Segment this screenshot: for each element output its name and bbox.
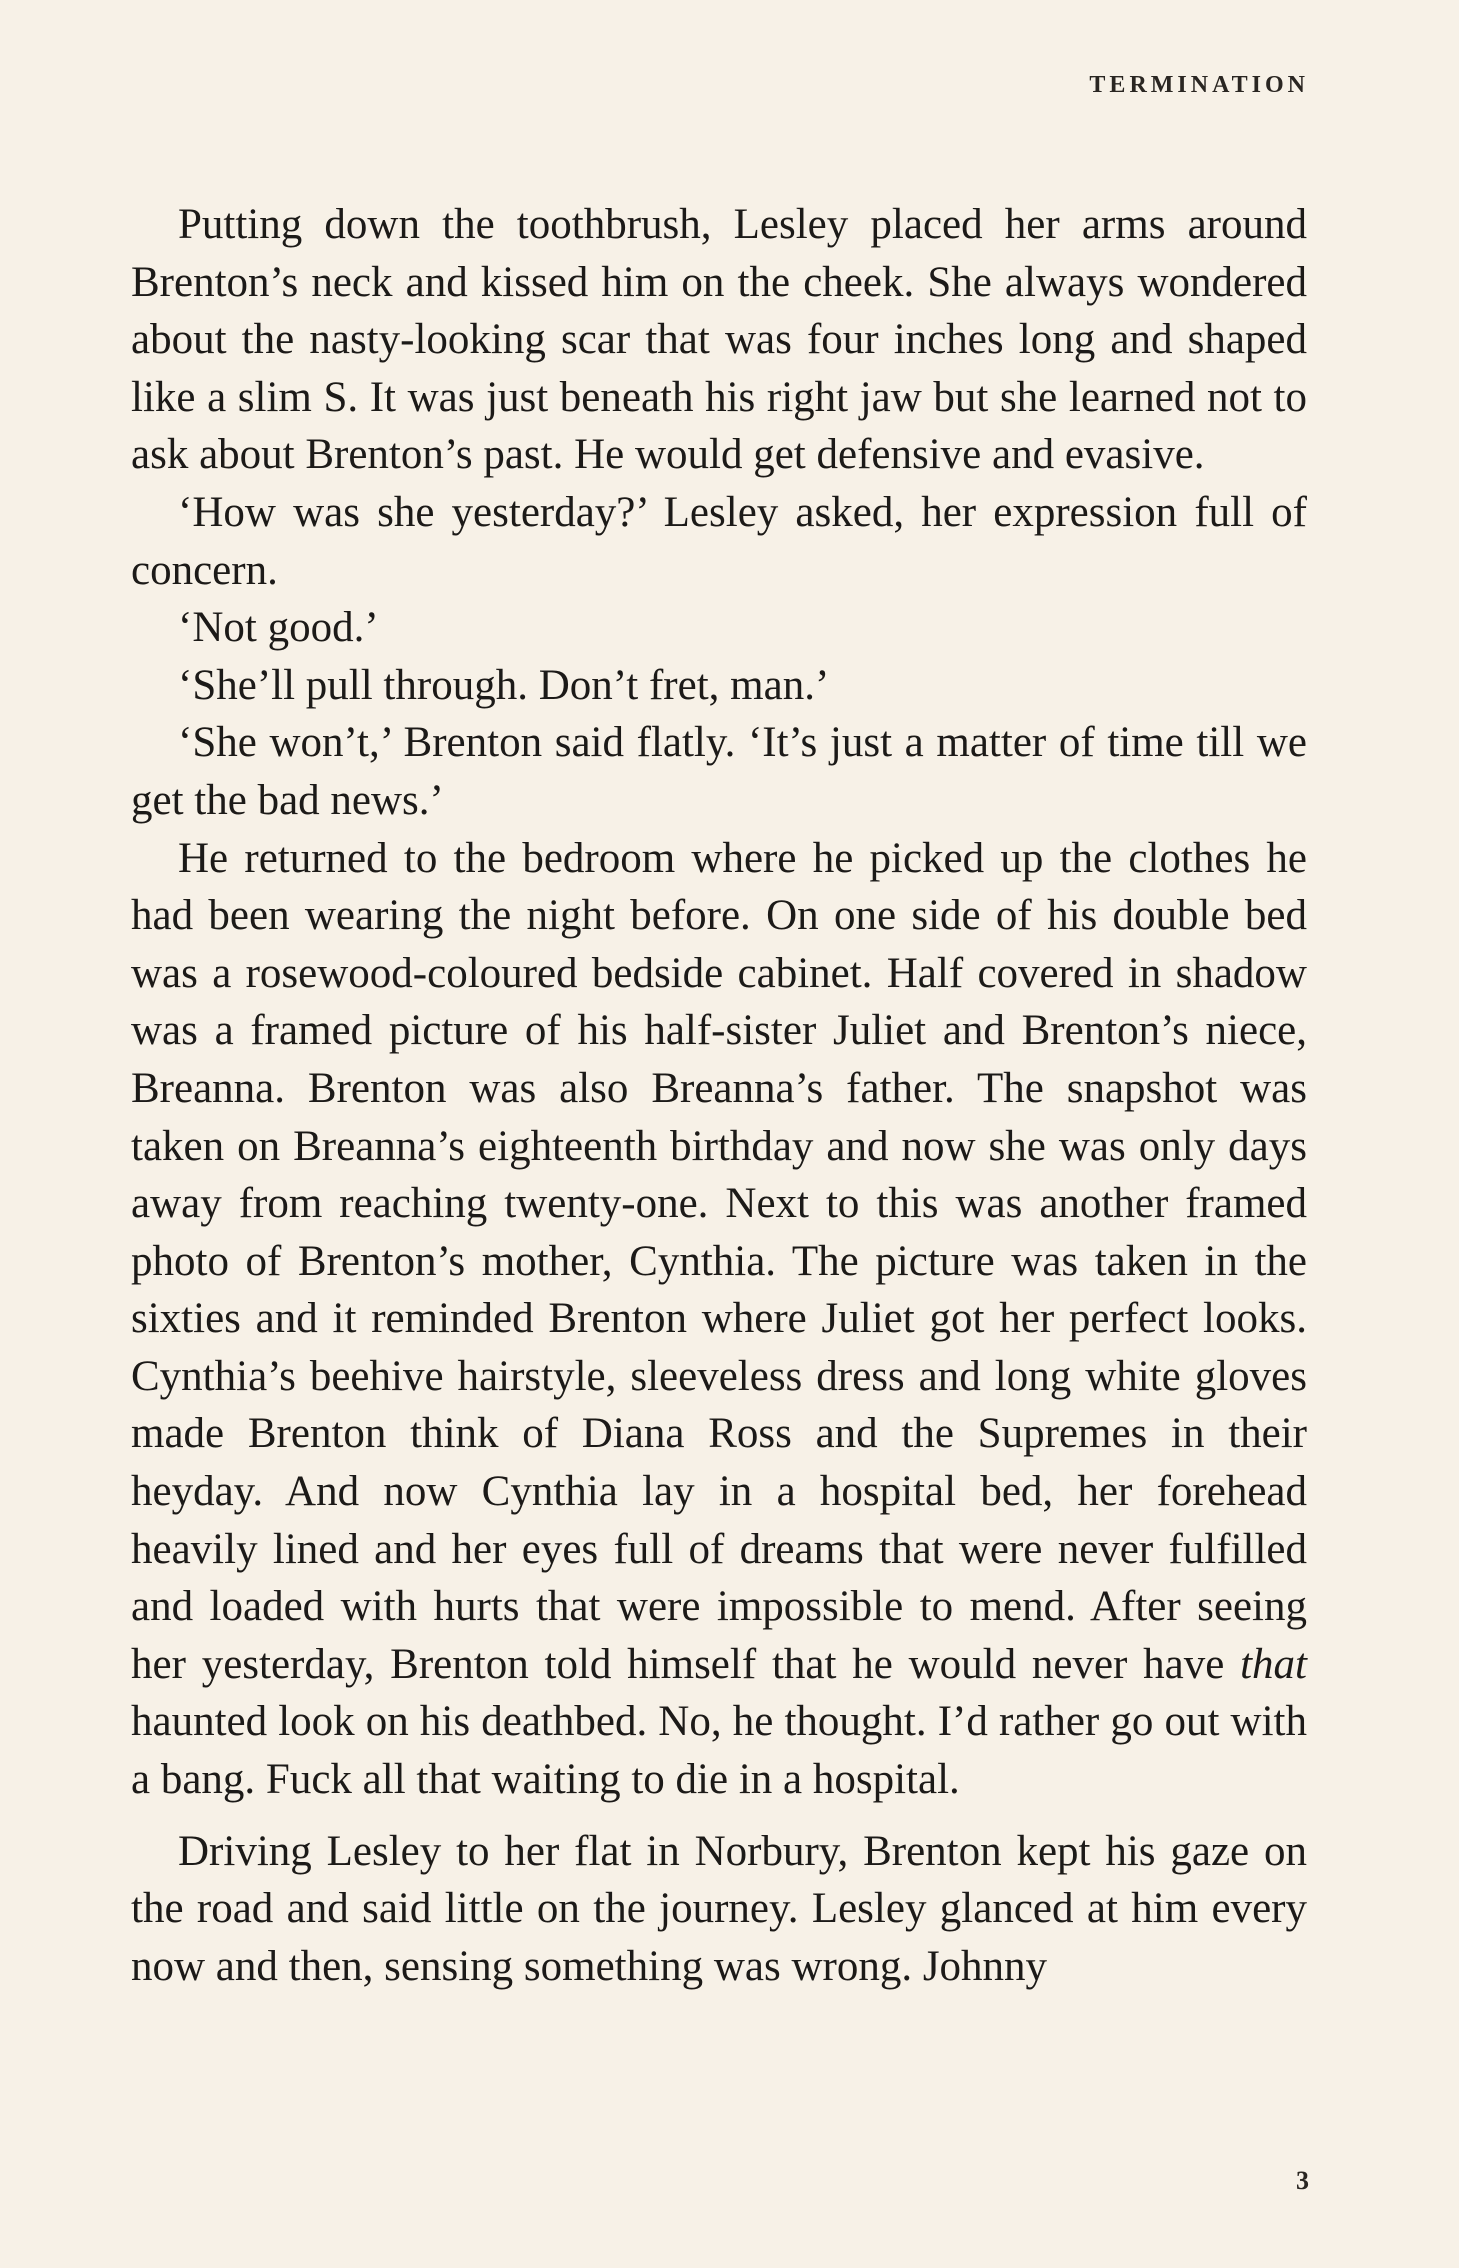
paragraph-4: ‘She’ll pull through. Don’t fret, man.’: [178, 661, 830, 709]
paragraph-6-part-1: He returned to the bedroom where he picked up the clothes he had been wearing the night before. On one side of his double bed was a rosewood-coloured bedside cabinet. Half covered in shadow was a framed picture of his half-sister Juliet and Brenton’s niece, Breanna. Brenton was also Breanna’s father. The snapshot was taken on Breanna’s eighteenth birthday and now she was only days away from reaching twenty-one. Next to this was another framed photo of Brenton’s mother, Cynthia. The picture was taken in the sixties and it reminded Brenton where Juliet got her perfect looks. Cynthia’s beehive hairstyle, sleeveless dress and long white gloves made Brenton think of Diana Ross and the Supremes in their heyday. And now Cynthia lay in a hospital bed, her forehead heavily lined and her eyes full of dreams that were never fulfilled and loaded with hurts that were impossible to mend. After seeing her yesterday, Brenton told himself that he would never have: [131, 834, 1307, 1688]
body-text: [131, 196, 1307, 1995]
page-number: 3: [1296, 2166, 1309, 2195]
paragraph-3: ‘Not good.’: [178, 604, 379, 652]
paragraph-6-part-2: haunted look on his deathbed. No, he thought. I’d rather go out with a bang. Fuck all that waiting to die in a hospital.: [131, 1698, 1307, 1804]
italic-emphasis: that: [1240, 1640, 1308, 1688]
paragraph-7: Driving Lesley to her flat in Norbury, Brenton kept his gaze on the road and said little on the journey. Lesley glanced at him every now and then, sensing something was wrong. Johnny: [131, 1827, 1307, 1990]
paragraph-6: [131, 830, 1307, 1809]
paragraph-5: ‘She won’t,’ Brenton said flatly. ‘It’s just a matter of time till we get the bad news.’: [131, 719, 1307, 824]
running-head: TERMINATION: [1089, 72, 1309, 98]
paragraph-2: ‘How was she yesterday?’ Lesley asked, her expression full of concern.: [131, 488, 1307, 594]
paragraph-1: Putting down the toothbrush, Lesley placed her arms around Brenton’s neck and kissed him on the cheek. She always wondered about the nasty-looking scar that was four inches long and shaped like a slim S. It was just beneath his right jaw but she learned not to ask about Brenton’s past. He would get defensive and evasive.: [131, 201, 1307, 479]
